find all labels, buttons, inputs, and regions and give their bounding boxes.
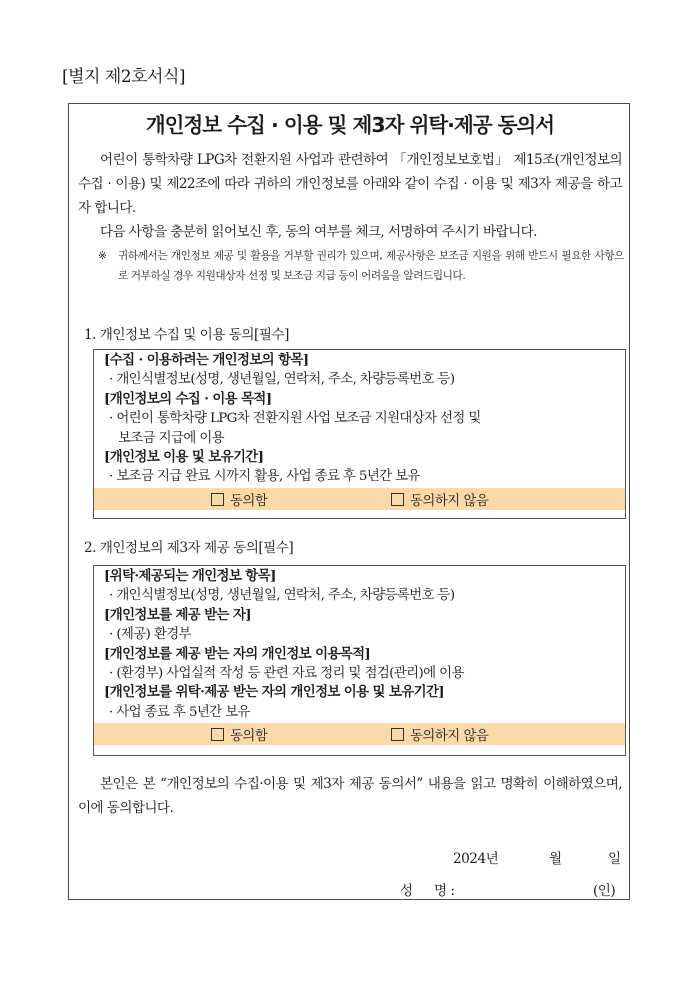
checkbox-icon[interactable] [211,493,224,506]
collection-purpose-header: [개인정보의 수집 · 이용 목적] [104,390,272,407]
signature-label-1: 성 [400,883,413,899]
disagree-label: 동의하지 않음 [410,493,489,509]
recipient-purpose-header: [개인정보를 제공 받는 자의 개인정보 이용목적] [104,645,371,662]
recipient-content: · (제공) 환경부 [109,627,191,643]
seal-mark[interactable]: (인) [593,883,616,899]
disagree-label: 동의하지 않음 [410,729,489,745]
recipient-retention-content: · 사업 종료 후 5년간 보유 [109,704,250,720]
provided-items-header: [위탁·제공되는 개인정보 항목] [104,568,276,584]
agree-label: 동의함 [230,729,268,745]
date-day[interactable]: 일 [608,851,621,867]
recipient-purpose-content: · (환경부) 사업실적 작성 등 관련 자료 정리 및 점검(관리)에 이용 [109,666,464,682]
retention-period-header: [개인정보 이용 및 보유기간] [104,449,264,466]
collection-items-header: [수집 · 이용하려는 개인정보의 항목] [104,352,309,368]
form-number-label: [별지 제2호서식] [62,67,186,87]
recipient-header: [개인정보를 제공 받는 자] [104,606,252,623]
instruction-text: 다음 사항을 충분히 읽어보신 후, 동의 여부를 체크, 서명하여 주시기 바랍니다. [100,224,537,240]
section-1-agree-option[interactable] [211,490,267,509]
section-2-consent-bar [94,723,625,745]
section-2-box [93,565,626,756]
checkbox-icon[interactable] [391,728,404,741]
document-title: 개인정보 수집 · 이용 및 제3자 위탁·제공 동의서 [145,113,555,137]
date-year[interactable]: 2024년 [453,851,499,867]
collection-purpose-line-2: 보조금 지급에 이용 [118,430,224,446]
date-month[interactable]: 월 [549,851,562,867]
refusal-notice-text: 귀하께서는 개인정보 제공 및 활용을 거부할 권리가 있으며, 제공사항은 보조금 지원을 위해 반드시 필요한 사항으로 거부하실 경우 지원대상자 선정 및 보조금 지급 등이 어려움을 알려드립니다. [118,250,624,282]
section-1-box [93,349,626,519]
reference-mark-icon: ※ [98,250,107,262]
section-1-heading: 1. 개인정보 수집 및 이용 동의[필수] [84,327,289,343]
signature-label-2: 명 : [434,883,455,899]
recipient-retention-header: [개인정보를 위탁·제공 받는 자의 개인정보 이용 및 보유기간] [104,684,445,701]
checkbox-icon[interactable] [211,728,224,741]
refusal-notice [98,246,624,286]
collection-items-content: · 개인식별정보(성명, 생년월일, 연락처, 주소, 차량등록번호 등) [109,372,455,388]
closing-statement: 본인은 본 “개인정보의 수집·이용 및 제3자 제공 동의서” 내용을 읽고 명확히 이해하였으며, 이에 동의합니다. [78,776,622,816]
provided-items-content: · 개인식별정보(성명, 생년월일, 연락처, 주소, 차량등록번호 등) [109,588,455,604]
retention-period-content: · 보조금 지급 완료 시까지 활용, 사업 종료 후 5년간 보유 [109,469,420,485]
collection-purpose-content [94,409,625,448]
section-2-heading: 2. 개인정보의 제3자 제공 동의[필수] [84,540,294,556]
agree-label: 동의함 [230,493,268,509]
collection-purpose-line-1: · 어린이 통학차량 LPG차 전환지원 사업 보조금 지원대상자 선정 및 [109,411,481,427]
intro-paragraph: 어린이 통학차량 LPG차 전환지원 사업과 관련하여 「개인정보보호법」 제15조(개인정보의 수집 · 이용) 및 제22조에 따라 귀하의 개인정보를 아래와 같이 수집 · 이용 및 제3자 제공을 하고자 합니다. [78,152,622,216]
section-2-agree-option[interactable] [211,725,267,744]
section-1-consent-bar [94,488,625,510]
section-2-disagree-option[interactable] [391,725,488,744]
checkbox-icon[interactable] [391,493,404,506]
section-1-disagree-option[interactable] [391,490,488,509]
